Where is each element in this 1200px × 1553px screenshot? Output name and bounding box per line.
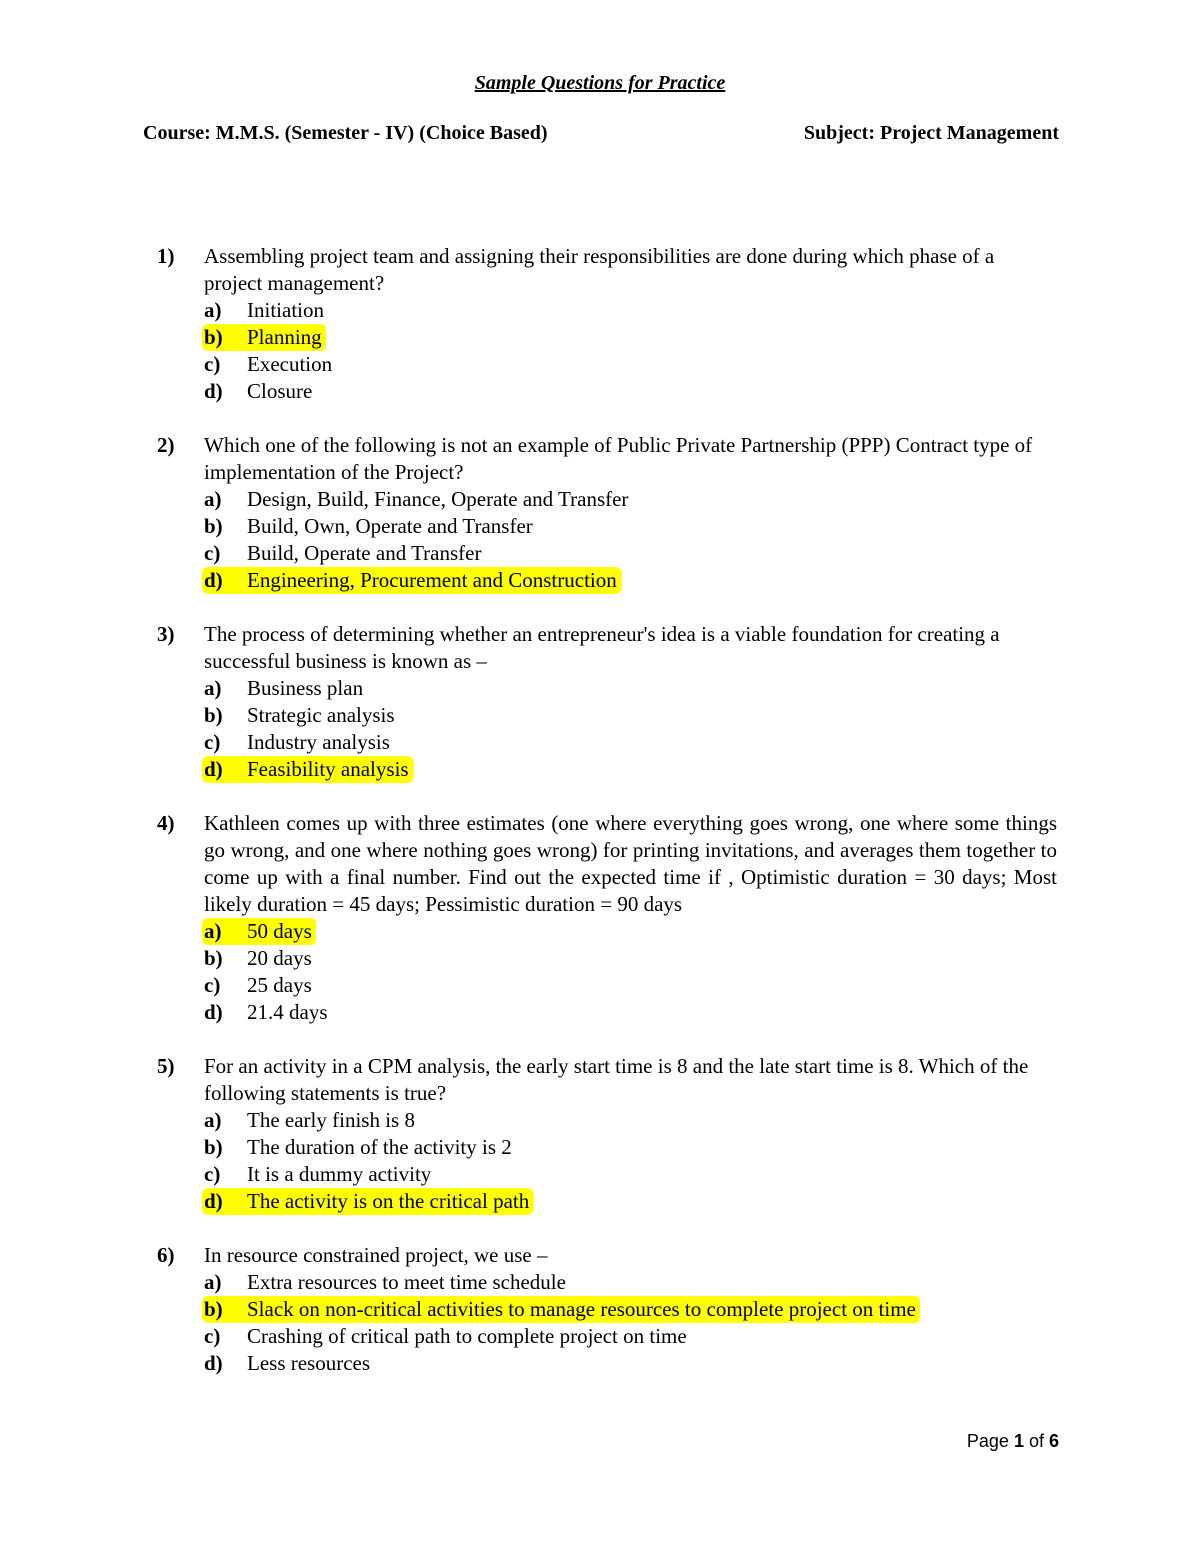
option-letter: b) xyxy=(204,1297,223,1321)
question-3 xyxy=(157,621,1057,783)
question-6 xyxy=(157,1242,1057,1377)
option-text: Execution xyxy=(247,352,333,376)
option-text: Less resources xyxy=(247,1351,371,1375)
option-letter: d) xyxy=(204,568,223,592)
option-text: Initiation xyxy=(247,298,324,322)
question-number: 2) xyxy=(157,433,175,457)
question-5 xyxy=(157,1053,1057,1215)
option-letter: a) xyxy=(204,1108,222,1132)
option-text: Feasibility analysis xyxy=(247,757,409,781)
option-a xyxy=(202,486,1057,513)
option-text: It is a dummy activity xyxy=(247,1162,432,1186)
option-text: Build, Own, Operate and Transfer xyxy=(247,514,533,538)
option-b xyxy=(202,1134,1057,1161)
subject-label: Subject: Project Management xyxy=(803,122,1059,144)
option-d xyxy=(202,999,1057,1026)
question-number: 6) xyxy=(157,1243,175,1267)
option-text: Build, Operate and Transfer xyxy=(247,541,482,565)
document-title: Sample Questions for Practice xyxy=(474,72,726,94)
option-b xyxy=(202,945,1057,972)
question-number: 3) xyxy=(157,622,175,646)
option-letter: b) xyxy=(204,325,223,349)
option-text: 50 days xyxy=(247,919,312,943)
option-a xyxy=(202,1269,1057,1296)
option-letter: d) xyxy=(204,1189,223,1213)
option-letter: d) xyxy=(204,1000,223,1024)
option-letter: b) xyxy=(204,514,223,538)
question-1 xyxy=(157,243,1057,405)
option-a xyxy=(202,297,1057,324)
option-text: The activity is on the critical path xyxy=(247,1189,530,1213)
option-letter: b) xyxy=(204,946,223,970)
course-label: Course: M.M.S. (Semester - IV) (Choice Based) xyxy=(143,122,548,144)
option-b xyxy=(202,513,1057,540)
question-number: 4) xyxy=(157,811,175,835)
option-text: Industry analysis xyxy=(247,730,390,754)
question-number: 5) xyxy=(157,1054,175,1078)
option-letter: b) xyxy=(204,1135,223,1159)
option-c xyxy=(202,729,1057,756)
option-c xyxy=(202,540,1057,567)
option-text: The early finish is 8 xyxy=(247,1108,415,1132)
option-text: Slack on non-critical activities to manage resources to complete project on time xyxy=(247,1297,916,1321)
question-text: Kathleen comes up with three estimates (one where everything goes wrong, one where some things go wrong, and one where nothing goes wrong) for printing invitations, and averages them together to come up with a final number. Find out the expected time if , Optimistic duration = 30 days; Most likely duration = 45 days; Pessimistic duration = 90 days xyxy=(204,811,1057,916)
question-text: The process of determining whether an entrepreneur's idea is a viable foundation for creating a successful business is known as – xyxy=(204,622,1000,673)
option-text: Planning xyxy=(247,325,322,349)
option-text: 20 days xyxy=(247,946,312,970)
option-a xyxy=(202,675,1057,702)
option-text: Strategic analysis xyxy=(247,703,395,727)
page-prefix: Page xyxy=(966,1431,1014,1451)
option-letter: a) xyxy=(204,1270,222,1294)
option-b xyxy=(202,702,1057,729)
option-text: Design, Build, Finance, Operate and Transfer xyxy=(247,487,629,511)
option-text: Crashing of critical path to complete project on time xyxy=(247,1324,687,1348)
page-number xyxy=(967,1431,1059,1452)
option-letter: a) xyxy=(204,487,222,511)
option-letter: b) xyxy=(204,703,223,727)
option-text: Business plan xyxy=(247,676,364,700)
option-a-highlighted xyxy=(202,918,1057,945)
option-c xyxy=(202,972,1057,999)
option-d-highlighted xyxy=(202,567,1057,594)
option-c xyxy=(202,1323,1057,1350)
question-text: Which one of the following is not an example of Public Private Partnership (PPP) Contract type of implementation of the Project? xyxy=(204,433,1033,484)
page-middle: of xyxy=(1023,1431,1049,1451)
option-letter: d) xyxy=(204,1351,223,1375)
option-d xyxy=(202,1350,1057,1377)
option-b-highlighted xyxy=(202,324,1057,351)
question-4 xyxy=(157,810,1057,1026)
question-text: For an activity in a CPM analysis, the early start time is 8 and the late start time is 8. Which of the following statements is true? xyxy=(204,1054,1029,1105)
option-text: 25 days xyxy=(247,973,312,997)
page-total: 6 xyxy=(1048,1431,1059,1451)
option-d-highlighted xyxy=(202,756,1057,783)
option-letter: c) xyxy=(204,1324,221,1348)
option-text: Closure xyxy=(247,379,313,403)
question-text: Assembling project team and assigning their responsibilities are done during which phase of a project management? xyxy=(204,244,995,295)
option-text: Engineering, Procurement and Construction xyxy=(247,568,617,592)
option-letter: a) xyxy=(204,919,222,943)
option-letter: d) xyxy=(204,379,223,403)
question-2 xyxy=(157,432,1057,594)
option-b-highlighted xyxy=(202,1296,1057,1323)
question-list xyxy=(157,243,1057,1404)
option-d xyxy=(202,378,1057,405)
option-letter: c) xyxy=(204,352,221,376)
option-letter: c) xyxy=(204,1162,221,1186)
option-text: The duration of the activity is 2 xyxy=(247,1135,512,1159)
option-letter: c) xyxy=(204,730,221,754)
option-letter: c) xyxy=(204,973,221,997)
option-letter: d) xyxy=(204,757,223,781)
option-letter: c) xyxy=(204,541,221,565)
option-d-highlighted xyxy=(202,1188,1057,1215)
option-text: Extra resources to meet time schedule xyxy=(247,1270,566,1294)
option-letter: a) xyxy=(204,676,222,700)
question-number: 1) xyxy=(157,244,175,268)
option-c xyxy=(202,351,1057,378)
option-letter: a) xyxy=(204,298,222,322)
option-c xyxy=(202,1161,1057,1188)
page-current: 1 xyxy=(1013,1431,1024,1451)
option-text: 21.4 days xyxy=(247,1000,328,1024)
question-text: In resource constrained project, we use – xyxy=(204,1243,548,1267)
option-a xyxy=(202,1107,1057,1134)
